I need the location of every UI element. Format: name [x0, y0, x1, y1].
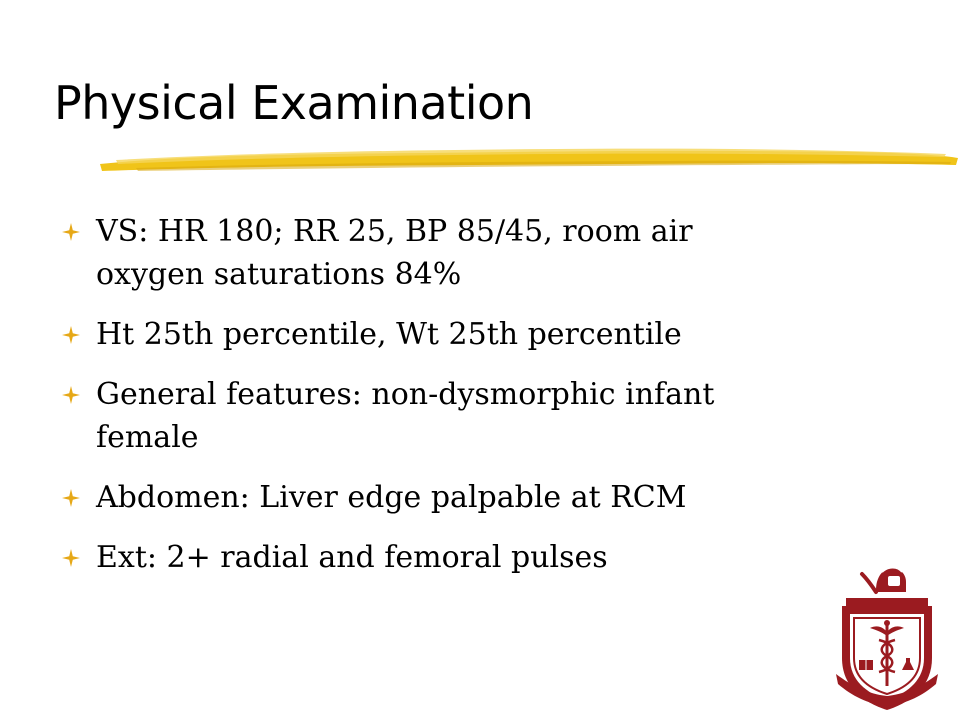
four-point-star-icon — [62, 223, 80, 241]
bullet-text: Ext: 2+ radial and femoral pulses — [96, 540, 608, 575]
brush-stroke-underline — [96, 138, 960, 178]
bullet-text: Abdomen: Liver edge palpable at RCM — [96, 480, 687, 515]
four-point-star-icon — [62, 326, 80, 344]
slide-title: Physical Examination — [54, 76, 534, 130]
bullet-text: VS: HR 180; RR 25, BP 85/45, room air oxygen saturations 84% — [96, 214, 693, 292]
bullet-item — [62, 536, 782, 579]
four-point-star-icon — [62, 549, 80, 567]
four-point-star-icon — [62, 489, 80, 507]
crest-seal-icon — [832, 562, 942, 712]
bullet-text: General features: non-dysmorphic infant female — [96, 377, 715, 455]
bullet-item — [62, 313, 782, 356]
bullet-text: Ht 25th percentile, Wt 25th percentile — [96, 317, 682, 352]
bullet-item — [62, 373, 782, 459]
bullet-item — [62, 476, 782, 519]
bullet-item — [62, 210, 782, 296]
bullet-list — [62, 210, 782, 596]
four-point-star-icon — [62, 386, 80, 404]
